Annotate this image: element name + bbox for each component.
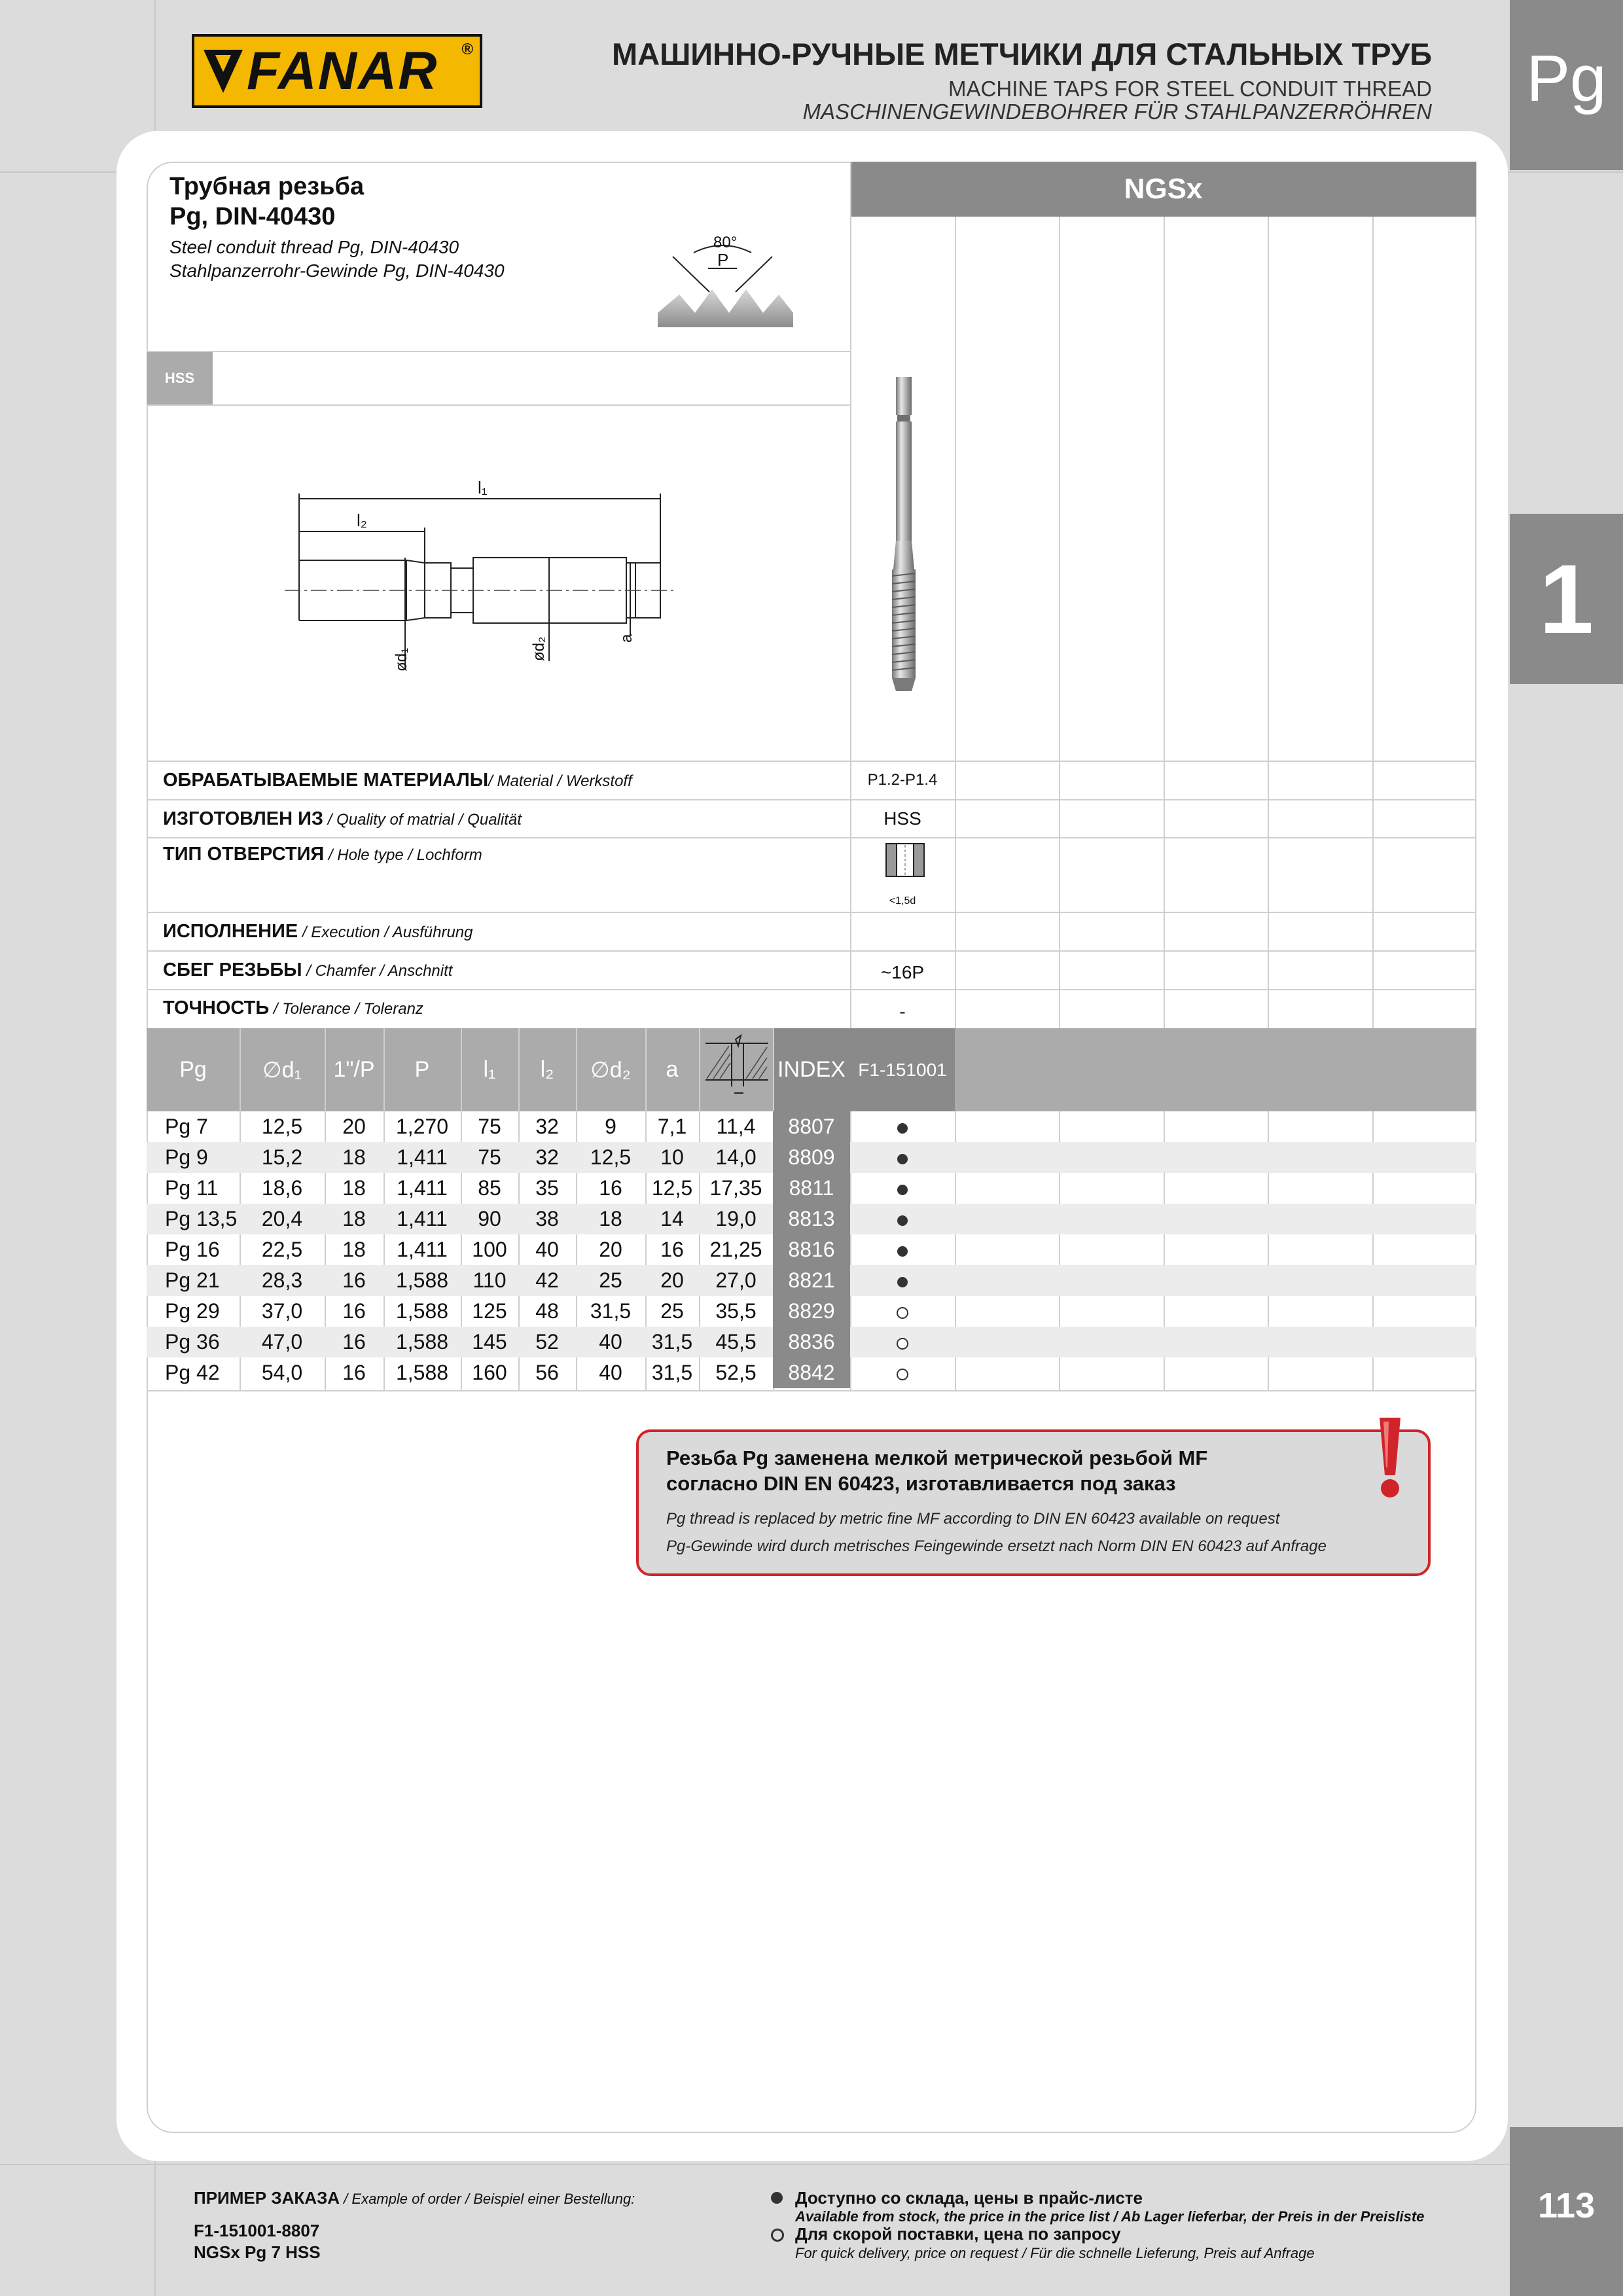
cell-k: 14,0 [715, 1145, 757, 1169]
order-example-code [194, 2220, 321, 2263]
exclamation-icon [1372, 1415, 1408, 1500]
cell-l1: 125 [472, 1299, 507, 1323]
tap-image [887, 373, 921, 694]
cell-d1: 15,2 [261, 1145, 303, 1169]
cell-d2: 20 [599, 1238, 622, 1261]
cell-a: 31,5 [651, 1361, 693, 1384]
table-row [147, 1142, 1476, 1173]
property-quality [163, 808, 522, 830]
order-code-line1: F1-151001-8807 [194, 2221, 320, 2240]
note-body [666, 1505, 1327, 1560]
dim-a-label: a [618, 634, 635, 643]
property-translation: / Tolerance / Toleranz [269, 1000, 423, 1018]
cell-l1: 75 [478, 1145, 501, 1169]
thread-title-line2: Pg, DIN-40430 [169, 203, 336, 230]
divider [147, 989, 1476, 990]
cell-l2: 42 [535, 1268, 559, 1292]
property-translation: / Hole type / Lochform [324, 846, 482, 864]
note-title-line1: Резьба Pg заменена мелкой метрической резьбой MF [666, 1446, 1208, 1469]
thread-title [169, 171, 364, 232]
cell-d1: 20,4 [261, 1207, 303, 1230]
in-stock-dot-icon [897, 1215, 908, 1226]
cell-d2: 40 [599, 1330, 622, 1354]
cell-k: 45,5 [715, 1330, 757, 1354]
divider [147, 1390, 1476, 1391]
cell-availability [850, 1234, 955, 1265]
legend-order-tr: For quick delivery, price on request / Für die schnelle Lieferung, Preis auf Anfrage [795, 2245, 1315, 2261]
dim-d2-label: ød₂ [530, 636, 548, 661]
cell-p: 1,588 [395, 1361, 449, 1384]
cell-l1: 85 [478, 1176, 501, 1200]
property-label: ОБРАБАТЫВАЕМЫЕ МАТЕРИАЛЫ [163, 770, 489, 791]
cell-d1: 12,5 [261, 1115, 303, 1138]
cell-availability [850, 1357, 955, 1388]
cell-availability [850, 1265, 955, 1296]
cell-tpi: 18 [342, 1238, 366, 1261]
in-stock-dot-icon [897, 1123, 908, 1134]
cell-p: 1,411 [397, 1207, 448, 1230]
cell-d2: 31,5 [590, 1299, 632, 1323]
header-l1: l₁ [483, 1057, 496, 1082]
cell-tpi: 16 [342, 1299, 366, 1323]
cell-l2: 32 [535, 1145, 559, 1169]
property-hole-type-value: <1,5d [889, 895, 916, 906]
cell-availability [850, 1173, 955, 1204]
cell-p: 1,270 [395, 1115, 449, 1138]
cell-k: 17,35 [709, 1176, 762, 1200]
divider [147, 404, 850, 406]
in-stock-dot-icon [897, 1246, 908, 1257]
header-d2: ∅d₂ [590, 1057, 631, 1083]
cell-k: 52,5 [715, 1361, 757, 1384]
cell-index: 8811 [773, 1173, 850, 1204]
cell-d2: 12,5 [590, 1145, 632, 1169]
dim-d1-label: ød₁ [393, 647, 410, 672]
cell-k: 35,5 [715, 1299, 757, 1323]
cell-tpi: 18 [342, 1145, 366, 1169]
on-order-dot-icon [897, 1369, 908, 1380]
legend-stock: Доступно со склада, цены в прайс-листе [795, 2188, 1143, 2208]
thread-pitch-label: P [717, 250, 729, 270]
cell-tpi: 20 [342, 1115, 366, 1138]
cell-l1: 100 [472, 1238, 507, 1261]
cell-l1: 110 [473, 1268, 507, 1292]
cell-index: 8821 [773, 1265, 850, 1296]
cell-tpi: 16 [342, 1361, 366, 1384]
property-materials-value: P1.2-P1.4 [867, 771, 938, 789]
stock-dot-icon [771, 2192, 783, 2204]
cell-p: 1,588 [395, 1268, 449, 1292]
cell-pg: Pg 7 [165, 1115, 208, 1138]
order-example-label [194, 2188, 635, 2208]
cell-pg: Pg 13,5 [165, 1207, 238, 1230]
cell-a: 10 [660, 1145, 684, 1169]
page-title-en: MACHINE TAPS FOR STEEL CONDUIT THREAD [948, 77, 1432, 101]
page-title-ru: МАШИННО-РУЧНЫЕ МЕТЧИКИ ДЛЯ СТАЛЬНЫХ ТРУБ [611, 37, 1432, 71]
section-tab: Pg [1510, 0, 1623, 170]
legend-stock-tr: Available from stock, the price in the price list / Ab Lager lieferbar, der Preis in der Preisliste [795, 2208, 1425, 2225]
dim-l1-label: l₁ [478, 478, 488, 497]
property-translation: / Quality of matrial / Qualität [323, 811, 522, 829]
cell-l1: 160 [472, 1361, 507, 1384]
cell-d1: 22,5 [261, 1238, 303, 1261]
thread-depth-icon [703, 1033, 771, 1105]
chapter-tab: 1 [1510, 514, 1623, 684]
material-badge: HSS [147, 352, 213, 404]
order-example-tr: / Example of order / Beispiel einer Bestellung: [340, 2191, 635, 2207]
property-hole-type [163, 844, 482, 865]
thread-subtitle [169, 236, 505, 283]
cell-availability [850, 1327, 955, 1357]
cell-index: 8807 [773, 1111, 850, 1142]
header-index: INDEX [773, 1028, 850, 1111]
cell-a: 16 [660, 1238, 684, 1261]
cell-d1: 28,3 [261, 1268, 303, 1292]
property-label: СБЕГ РЕЗЬБЫ [163, 960, 302, 980]
property-label: ТОЧНОСТЬ [163, 997, 270, 1018]
cell-pg: Pg 29 [165, 1299, 220, 1323]
cell-p: 1,411 [397, 1176, 448, 1200]
cell-index: 8809 [773, 1142, 850, 1173]
cell-k: 21,25 [709, 1238, 762, 1261]
order-dot-icon [771, 2229, 784, 2242]
property-quality-value: HSS [883, 808, 921, 829]
property-label: ИСПОЛНЕНИЕ [163, 921, 298, 942]
cell-l2: 35 [535, 1176, 559, 1200]
cell-d2: 25 [599, 1268, 622, 1292]
property-tolerance [163, 997, 423, 1019]
cell-pg: Pg 36 [165, 1330, 220, 1354]
cell-availability [850, 1142, 955, 1173]
property-label: ТИП ОТВЕРСТИЯ [163, 844, 325, 865]
cell-l2: 40 [535, 1238, 559, 1261]
header-tpi: 1"/P [333, 1057, 375, 1082]
cell-a: 31,5 [651, 1330, 693, 1354]
thread-angle-label: 80° [713, 234, 738, 251]
cell-tpi: 16 [342, 1330, 366, 1354]
page-title-de: MASCHINENGEWINDEBOHRER FÜR STAHLPANZERRÖHREN [802, 99, 1432, 124]
cell-index: 8842 [773, 1357, 850, 1388]
cell-l1: 90 [478, 1207, 501, 1230]
legend-order: Для скорой поставки, цена по запросу [795, 2224, 1121, 2244]
thread-subtitle-en: Steel conduit thread Pg, DIN-40430 [169, 237, 459, 257]
cell-availability [850, 1296, 955, 1327]
cell-k: 27,0 [715, 1268, 757, 1292]
note-body-en: Pg thread is replaced by metric fine MF according to DIN EN 60423 available on request [666, 1510, 1280, 1528]
on-order-dot-icon [897, 1338, 908, 1350]
cell-a: 7,1 [657, 1115, 687, 1138]
blind-hole-icon [885, 842, 925, 878]
divider [147, 950, 1476, 952]
table-row [147, 1234, 1476, 1265]
header-a: a [666, 1057, 679, 1082]
divider [147, 761, 1476, 762]
divider [147, 837, 1476, 838]
cell-l2: 52 [535, 1330, 559, 1354]
note-title-line2: согласно DIN EN 60423, изготавливается под заказ [666, 1472, 1176, 1495]
cell-a: 12,5 [651, 1176, 693, 1200]
table-row [147, 1204, 1476, 1234]
product-header: NGSx [850, 162, 1476, 217]
header-l2: l₂ [540, 1057, 554, 1082]
divider [147, 799, 1476, 800]
cell-tpi: 18 [342, 1207, 366, 1230]
table-row [147, 1357, 1476, 1388]
property-execution [163, 921, 473, 942]
cell-d2: 18 [599, 1207, 622, 1230]
fanar-logo [192, 34, 482, 108]
header-article: F1-151001 [850, 1028, 955, 1111]
property-label: ИЗГОТОВЛЕН ИЗ [163, 808, 324, 829]
property-translation: / Execution / Ausführung [298, 924, 473, 941]
property-translation: / Material / Werkstoff [488, 772, 632, 790]
cell-pg: Pg 42 [165, 1361, 220, 1384]
cell-p: 1,411 [397, 1238, 448, 1261]
property-tolerance-value: - [899, 1001, 906, 1022]
cell-pg: Pg 11 [165, 1176, 219, 1200]
cell-l1: 145 [472, 1330, 507, 1354]
property-materials [163, 770, 632, 791]
cell-p: 1,588 [395, 1330, 449, 1354]
table-row [147, 1296, 1476, 1327]
header-pg: Pg [179, 1057, 207, 1082]
divider [147, 912, 1476, 913]
thread-title-line1: Трубная резьба [169, 173, 365, 200]
dim-l2-label: l₂ [357, 511, 367, 530]
order-code-line2: NGSx Pg 7 HSS [194, 2242, 321, 2262]
cell-l1: 75 [478, 1115, 501, 1138]
cell-l2: 56 [535, 1361, 559, 1384]
cell-index: 8829 [773, 1296, 850, 1327]
cell-tpi: 18 [342, 1176, 366, 1200]
in-stock-dot-icon [897, 1277, 908, 1287]
cell-a: 20 [660, 1268, 684, 1292]
logo-v-icon [204, 50, 243, 93]
cell-d2: 9 [605, 1115, 616, 1138]
cell-k: 19,0 [715, 1207, 757, 1230]
cell-index: 8836 [773, 1327, 850, 1357]
table-row [147, 1173, 1476, 1204]
cell-index: 8816 [773, 1234, 850, 1265]
tap-dimension-drawing [278, 471, 684, 687]
property-chamfer [163, 960, 452, 981]
cell-l2: 38 [535, 1207, 559, 1230]
note-body-de: Pg-Gewinde wird durch metrisches Feingewinde ersetzt nach Norm DIN EN 60423 auf Anfrage [666, 1537, 1327, 1555]
header-pitch: P [414, 1057, 430, 1082]
note-title [666, 1445, 1207, 1496]
thread-subtitle-de: Stahlpanzerrohr-Gewinde Pg, DIN-40430 [169, 260, 505, 281]
cell-p: 1,411 [397, 1145, 448, 1169]
divider [147, 351, 850, 352]
replacement-note [636, 1429, 1431, 1576]
header-d1: ∅d₁ [262, 1057, 302, 1083]
cell-k: 11,4 [716, 1115, 756, 1138]
cell-availability [850, 1204, 955, 1234]
table-row [147, 1327, 1476, 1357]
cell-availability [850, 1111, 955, 1142]
cell-pg: Pg 9 [165, 1145, 208, 1169]
on-order-dot-icon [897, 1307, 908, 1319]
table-row [147, 1111, 1476, 1142]
cell-d1: 47,0 [261, 1330, 303, 1354]
cell-tpi: 16 [342, 1268, 366, 1292]
logo-text: FANAR [247, 41, 438, 101]
cell-d1: 18,6 [261, 1176, 303, 1200]
page-guide [0, 2164, 1623, 2165]
property-chamfer-value: ~16P [880, 962, 925, 982]
cell-d1: 37,0 [261, 1299, 303, 1323]
cell-a: 14 [660, 1207, 684, 1230]
property-translation: / Chamfer / Anschnitt [302, 962, 453, 980]
cell-d2: 40 [599, 1361, 622, 1384]
logo-registered-mark: ® [461, 41, 473, 58]
order-example-ru: ПРИМЕР ЗАКАЗА [194, 2188, 340, 2208]
cell-p: 1,588 [395, 1299, 449, 1323]
cell-l2: 48 [535, 1299, 559, 1323]
cell-pg: Pg 21 [165, 1268, 220, 1292]
thread-profile-icon [648, 229, 805, 334]
table-row [147, 1265, 1476, 1296]
cell-pg: Pg 16 [165, 1238, 220, 1261]
in-stock-dot-icon [897, 1185, 908, 1195]
page-number: 113 [1510, 2127, 1623, 2296]
cell-l2: 32 [535, 1115, 559, 1138]
cell-index: 8813 [773, 1204, 850, 1234]
cell-a: 25 [660, 1299, 684, 1323]
cell-d2: 16 [599, 1176, 622, 1200]
in-stock-dot-icon [897, 1154, 908, 1164]
cell-d1: 54,0 [261, 1361, 303, 1384]
